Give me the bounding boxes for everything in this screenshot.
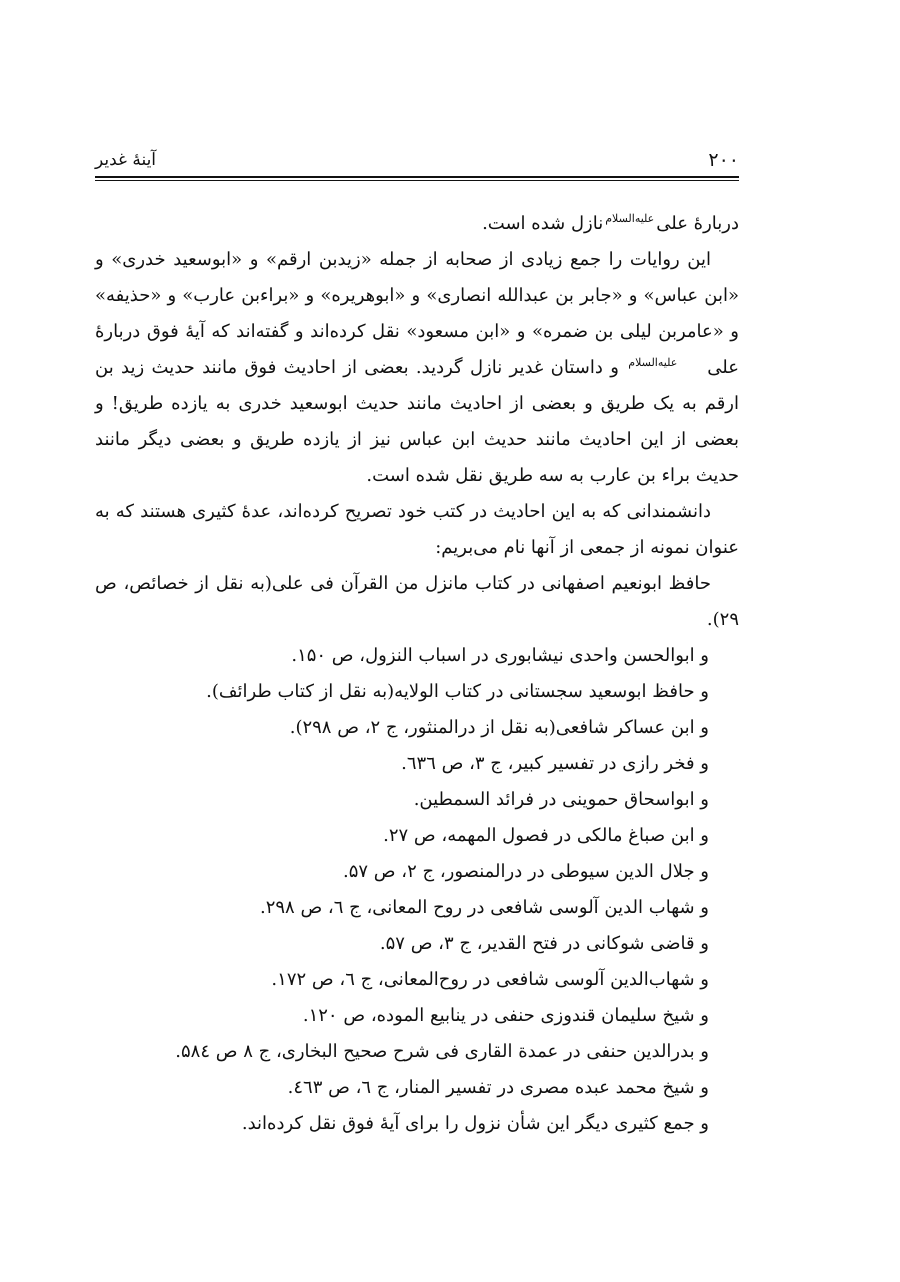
header-rule-thick <box>95 176 739 178</box>
paragraph-3: حافظ ابونعیم اصفهانی در کتاب مانزل من القرآن فی علی(به نقل از خصائص، ص ۲۹). <box>95 573 739 630</box>
running-header <box>95 148 739 176</box>
salutation-glyph: علیه‌السلام <box>605 212 655 225</box>
paragraph-1 <box>95 242 739 494</box>
reference-item: و ابن عساکر شافعی(به نقل از درالمنثور، ج ۲، ص ۲۹۸). <box>289 717 709 738</box>
header-rule-thin <box>95 180 739 181</box>
book-title: آینۀ غدیر <box>95 150 157 170</box>
reference-item: و ابواسحاق حموینی در فرائد السمطین. <box>413 789 709 810</box>
paragraph-1-after: و داستان غدیر نازل گردید. بعضی از احادیث فوق مانند حدیث زید بن ارقم به یک طریق و بعضی از احادیث مانند حدیث ابوسعید خدری به یازده طریق! و بعضی از این احادیث مانند حدیث ابن عباس نیز از یازده طریق و بعضی دیگر مانند حدیث براء بن عارب به سه طریق نقل شده است. <box>95 357 739 486</box>
page-number: ۲۰۰ <box>708 149 739 171</box>
reference-item: و جمع کثیری دیگر این شأن نزول را برای آیۀ فوق نقل کرده‌اند. <box>241 1113 709 1134</box>
document-page <box>95 0 739 1282</box>
reference-item: و ابن صباغ مالکی در فصول المهمه، ص ۲۷. <box>383 825 709 846</box>
paragraph-1-before: این روایات را جمع زیادی از صحابه از جمله «زیدبن ارقم» و «ابوسعید خدری» و «ابن عباس» و «جابر بن عبدالله انصاری» و «ابوهریره» و «براءبن عارب» و «حذیفه» و «عامربن لیلی بن ضمره» و «ابن مسعود» نقل کرده‌اند و گفته‌اند که آیۀ فوق دربارۀ علی <box>95 249 739 378</box>
reference-item: و شیخ محمد عبده مصری در تفسیر المنار، ج ٦، ص ٤٦۳. <box>287 1077 709 1098</box>
paragraph-0-before: دربارۀ علی <box>656 213 739 234</box>
reference-item: و بدرالدین حنفی در عمدة القاری فی شرح صحیح البخاری، ج ۸ ص ۵۸٤. <box>175 1041 709 1062</box>
reference-list <box>95 638 739 1142</box>
reference-item: و حافظ ابوسعید سجستانی در کتاب الولایه(به نقل از کتاب طرائف). <box>206 681 709 702</box>
paragraph-0 <box>95 206 739 242</box>
reference-item: و فخر رازی در تفسیر کبیر، ج ۳، ص ٦۳٦. <box>401 753 709 774</box>
reference-item: و شهاب‌الدین آلوسی شافعی در روح‌المعانی، ج ٦، ص ۱۷۲. <box>271 969 709 990</box>
reference-item: و ابوالحسن واحدی نیشابوری در اسباب النزول، ص ۱۵۰. <box>291 645 709 666</box>
salutation-glyph: علیه‌السلام <box>628 356 678 369</box>
paragraph-2: دانشمندانی که به این احادیث در کتب خود تصریح کرده‌اند، عدۀ کثیری هستند که به عنوان نمونه از جمعی از آنها نام می‌بریم: <box>95 501 739 558</box>
paragraph-0-after: نازل شده است. <box>482 213 604 234</box>
reference-item: و شهاب الدین آلوسی شافعی در روح المعانی، ج ٦، ص ۲۹۸. <box>259 897 709 918</box>
reference-item: و شیخ سلیمان قندوزی حنفی در ینابیع الموده، ص ۱۲۰. <box>302 1005 709 1026</box>
body-text <box>95 206 739 1142</box>
reference-item: و جلال الدین سیوطی در درالمنصور، ج ۲، ص ۵۷. <box>342 861 709 882</box>
reference-item: و قاضی شوکانی در فتح القدیر، ج ۳، ص ۵۷. <box>379 933 709 954</box>
